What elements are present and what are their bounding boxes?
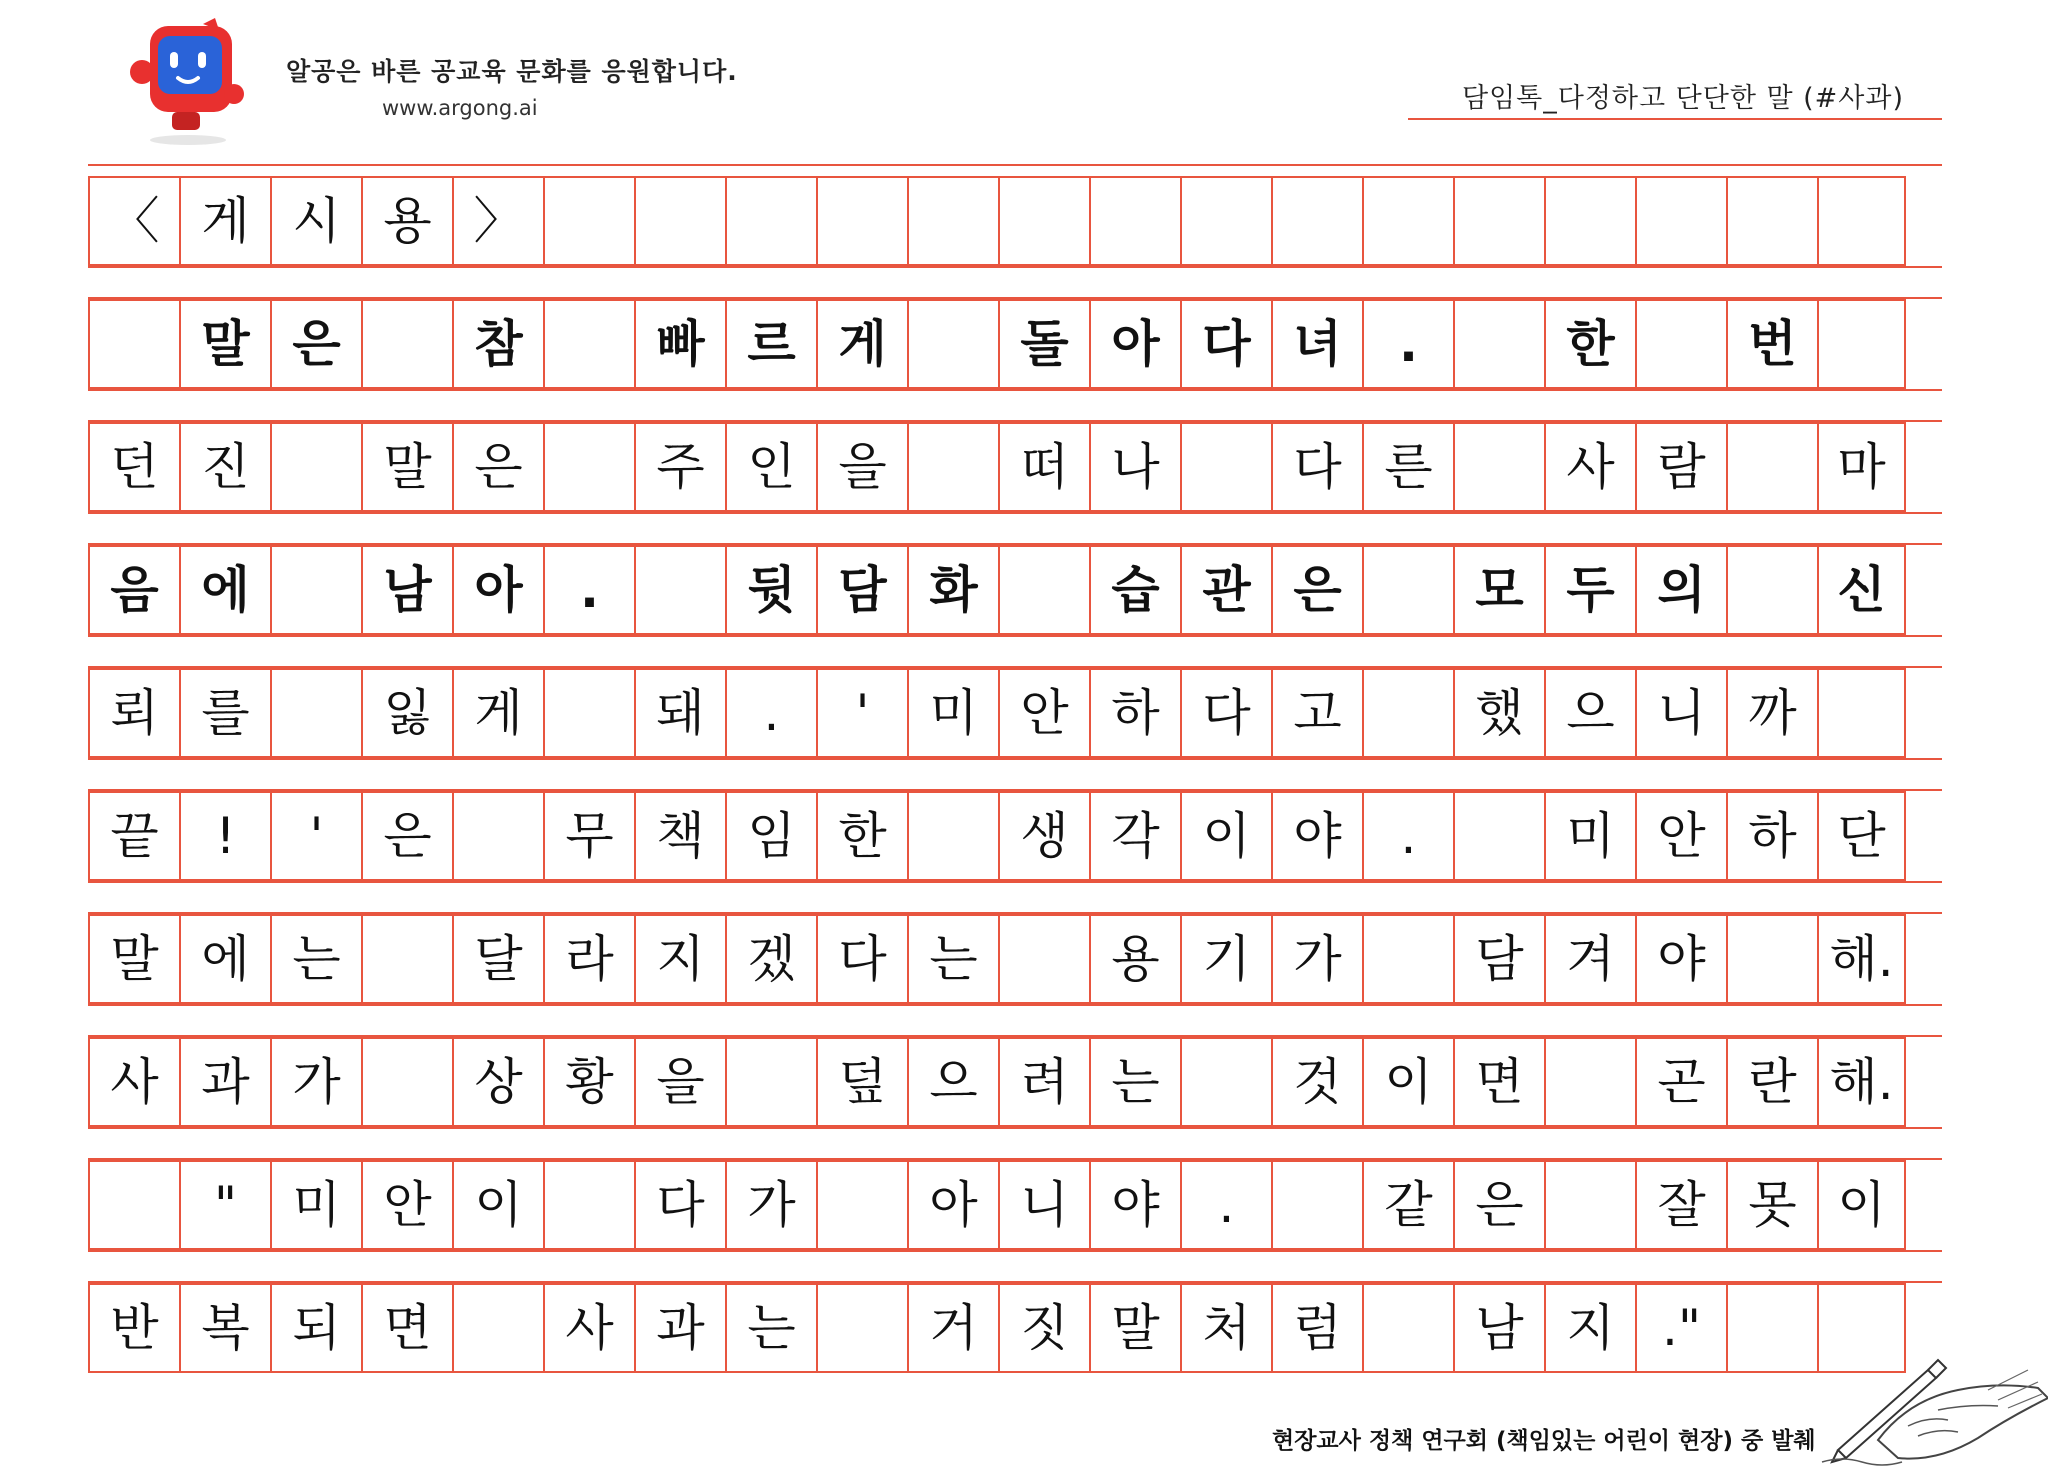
- grid-cell: 두: [1544, 545, 1637, 635]
- grid-cell: 은: [452, 422, 545, 512]
- grid-cell: 〈: [88, 176, 181, 266]
- grid-cell: 복: [179, 1283, 272, 1373]
- grid-cell: [543, 176, 636, 266]
- grid-cell: [1089, 176, 1182, 266]
- grid-cell: .: [725, 668, 818, 758]
- grid-cell: 신: [1817, 545, 1906, 635]
- grid-cell: [1544, 1160, 1637, 1250]
- grid-cell: 황: [543, 1037, 636, 1127]
- grid-cell: 관: [1180, 545, 1273, 635]
- grid-cell: 안: [998, 668, 1091, 758]
- grid-cell: 이: [452, 1160, 545, 1250]
- grid-cell: [1362, 545, 1455, 635]
- grid-cell: [907, 176, 1000, 266]
- grid-cell: 람: [1635, 422, 1728, 512]
- grid-cell: 나: [1089, 422, 1182, 512]
- title-underline: [1408, 118, 1942, 120]
- grid-cell: 는: [270, 914, 363, 1004]
- grid-row-separator: [88, 881, 1942, 914]
- manuscript-grid: [88, 164, 1942, 1446]
- grid-cell: 처: [1180, 1283, 1273, 1373]
- grid-cell: 한: [1544, 299, 1637, 389]
- grid-cell: 빠: [634, 299, 727, 389]
- grid-cell: 사: [543, 1283, 636, 1373]
- grid-cell: [88, 299, 181, 389]
- grid-cell: 게: [179, 176, 272, 266]
- grid-cell: 뢰: [88, 668, 181, 758]
- grid-cell: [1362, 914, 1455, 1004]
- grid-row: [88, 299, 1942, 389]
- grid-cell: 야: [1271, 791, 1364, 881]
- grid-cell: .": [1635, 1283, 1728, 1373]
- grid-cell: 겠: [725, 914, 818, 1004]
- grid-cell: 과: [179, 1037, 272, 1127]
- grid-cell: 미: [907, 668, 1000, 758]
- grid-cell: 주: [634, 422, 727, 512]
- grid-cell: 른: [1362, 422, 1455, 512]
- grid-row-separator: [88, 758, 1942, 791]
- grid-cell: 는: [907, 914, 1000, 1004]
- grid-row: [88, 1037, 1942, 1127]
- grid-cell: 것: [1271, 1037, 1364, 1127]
- grid-cell: 덮: [816, 1037, 909, 1127]
- grid-cell: [725, 176, 818, 266]
- grid-cell: 으: [907, 1037, 1000, 1127]
- grid-row: [88, 1283, 1942, 1373]
- grid-cell: [998, 545, 1091, 635]
- grid-cell: 아: [907, 1160, 1000, 1250]
- grid-cell: 에: [179, 545, 272, 635]
- grid-cell: 남: [361, 545, 454, 635]
- grid-cell: ': [816, 668, 909, 758]
- grid-cell: 사: [1544, 422, 1637, 512]
- grid-cell: 잘: [1635, 1160, 1728, 1250]
- grid-cell: [1817, 299, 1906, 389]
- grid-cell: 말: [361, 422, 454, 512]
- grid-cell: 참: [452, 299, 545, 389]
- grid-cell: 지: [634, 914, 727, 1004]
- grid-cell: 면: [1453, 1037, 1546, 1127]
- grid-cell: 게: [452, 668, 545, 758]
- grid-cell: 못: [1726, 1160, 1819, 1250]
- grid-cell: [270, 422, 363, 512]
- grid-cell: 으: [1544, 668, 1637, 758]
- grid-cell: 은: [270, 299, 363, 389]
- grid-cell: [1453, 176, 1546, 266]
- grid-cell: [1453, 422, 1546, 512]
- grid-row-separator: [88, 389, 1942, 422]
- grid-cell: [634, 545, 727, 635]
- grid-cell: 담: [816, 545, 909, 635]
- hand-writing-pen-illustration: [1818, 1330, 2048, 1466]
- grid-cell: [634, 176, 727, 266]
- grid-cell: .: [1362, 299, 1455, 389]
- grid-cell: [1726, 545, 1819, 635]
- grid-cell: 화: [907, 545, 1000, 635]
- grid-cell: 과: [634, 1283, 727, 1373]
- grid-cell: [907, 422, 1000, 512]
- grid-cell: 는: [725, 1283, 818, 1373]
- grid-cell: [1362, 668, 1455, 758]
- grid-cell: ': [270, 791, 363, 881]
- grid-cell: 니: [998, 1160, 1091, 1250]
- grid-cell: 녀: [1271, 299, 1364, 389]
- grid-cell: 잃: [361, 668, 454, 758]
- grid-cell: [1817, 668, 1906, 758]
- grid-cell: [1271, 176, 1364, 266]
- grid-cell: 가: [270, 1037, 363, 1127]
- grid-cell: [1271, 1160, 1364, 1250]
- grid-cell: [452, 791, 545, 881]
- grid-cell: [816, 1283, 909, 1373]
- grid-cell: [816, 176, 909, 266]
- grid-cell: 말: [1089, 1283, 1182, 1373]
- grid-cell: 아: [452, 545, 545, 635]
- grid-cell: 생: [998, 791, 1091, 881]
- grid-cell: [1362, 1283, 1455, 1373]
- grid-cell: 가: [1271, 914, 1364, 1004]
- grid-cell: [1635, 176, 1728, 266]
- grid-cell: [1362, 176, 1455, 266]
- grid-cell: 말: [88, 914, 181, 1004]
- grid-cell: [361, 914, 454, 1004]
- grid-cell: [1726, 422, 1819, 512]
- grid-cell: 이: [1362, 1037, 1455, 1127]
- grid-cell: [1726, 1283, 1819, 1373]
- grid-cell: [270, 668, 363, 758]
- grid-cell: [452, 1283, 545, 1373]
- grid-cell: 진: [179, 422, 272, 512]
- grid-cell: 하: [1089, 668, 1182, 758]
- grid-cell: 용: [1089, 914, 1182, 1004]
- grid-cell: 은: [361, 791, 454, 881]
- grid-row: [88, 914, 1942, 1004]
- grid-cell: 야: [1089, 1160, 1182, 1250]
- grid-cell: 다: [1180, 668, 1273, 758]
- grid-cell: 를: [179, 668, 272, 758]
- grid-cell: [725, 1037, 818, 1127]
- grid-cell: 게: [816, 299, 909, 389]
- grid-cell: [1817, 176, 1906, 266]
- grid-cell: 라: [543, 914, 636, 1004]
- grid-cell: 아: [1089, 299, 1182, 389]
- grid-cell: 안: [361, 1160, 454, 1250]
- grid-cell: 다: [634, 1160, 727, 1250]
- grid-cell: !: [179, 791, 272, 881]
- grid-row: [88, 1160, 1942, 1250]
- page-header: [0, 0, 2048, 160]
- grid-cell: 남: [1453, 1283, 1546, 1373]
- grid-cell: 해.: [1817, 914, 1906, 1004]
- website-url[interactable]: www.argong.ai: [382, 96, 538, 120]
- grid-cell: [1453, 299, 1546, 389]
- grid-cell: 려: [998, 1037, 1091, 1127]
- grid-cell: 음: [88, 545, 181, 635]
- grid-cell: 같: [1362, 1160, 1455, 1250]
- grid-cell: [1726, 914, 1819, 1004]
- grid-cell: 가: [725, 1160, 818, 1250]
- grid-cell: 니: [1635, 668, 1728, 758]
- grid-cell: 하: [1726, 791, 1819, 881]
- grid-cell: 기: [1180, 914, 1273, 1004]
- grid-cell: 은: [1453, 1160, 1546, 1250]
- grid-cell: 까: [1726, 668, 1819, 758]
- grid-cell: 반: [88, 1283, 181, 1373]
- grid-cell: [361, 299, 454, 389]
- grid-cell: .: [1362, 791, 1455, 881]
- grid-cell: 했: [1453, 668, 1546, 758]
- source-note: 현장교사 정책 연구회 (책임있는 어린이 현장) 중 발췌: [1272, 1428, 1816, 1454]
- grid-row-separator: [88, 266, 1942, 299]
- grid-cell: 한: [816, 791, 909, 881]
- grid-cell: [543, 422, 636, 512]
- grid-cell: 고: [1271, 668, 1364, 758]
- grid-cell: 책: [634, 791, 727, 881]
- grid-cell: [1544, 1037, 1637, 1127]
- grid-cell: [1635, 299, 1728, 389]
- grid-cell: 떠: [998, 422, 1091, 512]
- grid-cell: 마: [1817, 422, 1906, 512]
- grid-cell: 는: [1089, 1037, 1182, 1127]
- grid-cell: 모: [1453, 545, 1546, 635]
- grid-cell: [1726, 176, 1819, 266]
- grid-cell: 거: [907, 1283, 1000, 1373]
- grid-cell: 이: [1817, 1160, 1906, 1250]
- grid-cell: 다: [1180, 299, 1273, 389]
- grid-row-separator: [88, 1127, 1942, 1160]
- grid-cell: 다: [1271, 422, 1364, 512]
- grid-cell: 인: [725, 422, 818, 512]
- grid-cell: 무: [543, 791, 636, 881]
- grid-cell: [1180, 1037, 1273, 1127]
- grid-cell: 르: [725, 299, 818, 389]
- grid-cell: 지: [1544, 1283, 1637, 1373]
- grid-cell: [88, 1160, 181, 1250]
- grid-cell: [1180, 422, 1273, 512]
- grid-cell: 번: [1726, 299, 1819, 389]
- grid-row-separator: [88, 1250, 1942, 1283]
- grid-cell: 돼: [634, 668, 727, 758]
- grid-cell: [816, 1160, 909, 1250]
- grid-cell: 을: [816, 422, 909, 512]
- grid-cell: 되: [270, 1283, 363, 1373]
- grid-cell: 해.: [1817, 1037, 1906, 1127]
- grid-row-separator: [88, 635, 1942, 668]
- grid-cell: 각: [1089, 791, 1182, 881]
- grid-top-border: [88, 164, 1942, 178]
- grid-cell: 미: [270, 1160, 363, 1250]
- grid-cell: 의: [1635, 545, 1728, 635]
- grid-cell: 돌: [998, 299, 1091, 389]
- grid-cell: 사: [88, 1037, 181, 1127]
- grid-cell: [907, 299, 1000, 389]
- grid-cell: 미: [1544, 791, 1637, 881]
- grid-row-separator: [88, 1004, 1942, 1037]
- grid-row: [88, 176, 1942, 266]
- robot-mascot-logo: [128, 16, 248, 146]
- grid-row-separator: [88, 512, 1942, 545]
- grid-cell: 을: [634, 1037, 727, 1127]
- grid-cell: 짓: [998, 1283, 1091, 1373]
- grid-cell: 뒷: [725, 545, 818, 635]
- grid-cell: [998, 176, 1091, 266]
- grid-cell: 습: [1089, 545, 1182, 635]
- grid-cell: [543, 668, 636, 758]
- grid-cell: [1180, 176, 1273, 266]
- grid-cell: 안: [1635, 791, 1728, 881]
- grid-row: [88, 791, 1942, 881]
- grid-cell: 던: [88, 422, 181, 512]
- grid-cell: 란: [1726, 1037, 1819, 1127]
- grid-cell: 에: [179, 914, 272, 1004]
- grid-cell: 담: [1453, 914, 1546, 1004]
- grid-row: [88, 545, 1942, 635]
- grid-cell: [543, 1160, 636, 1250]
- document-title: 담임톡_다정하고 단단한 말 (#사과): [1462, 83, 1905, 114]
- grid-cell: 임: [725, 791, 818, 881]
- grid-cell: [998, 914, 1091, 1004]
- slogan-text: 알공은 바른 공교육 문화를 응원합니다.: [286, 57, 738, 86]
- grid-cell: 〉: [452, 176, 545, 266]
- grid-cell: [1453, 791, 1546, 881]
- grid-cell: [270, 545, 363, 635]
- grid-cell: 달: [452, 914, 545, 1004]
- grid-cell: 시: [270, 176, 363, 266]
- grid-cell: [543, 299, 636, 389]
- grid-cell: 이: [1180, 791, 1273, 881]
- grid-cell: 끝: [88, 791, 181, 881]
- grid-cell: 겨: [1544, 914, 1637, 1004]
- grid-cell: 곤: [1635, 1037, 1728, 1127]
- grid-cell: [1544, 176, 1637, 266]
- grid-cell: 야: [1635, 914, 1728, 1004]
- grid-cell: .: [1180, 1160, 1273, 1250]
- grid-cell: 은: [1271, 545, 1364, 635]
- grid-cell: 면: [361, 1283, 454, 1373]
- grid-cell: 럼: [1271, 1283, 1364, 1373]
- grid-cell: 다: [816, 914, 909, 1004]
- grid-cell: ": [179, 1160, 272, 1250]
- grid-row: [88, 668, 1942, 758]
- grid-cell: [361, 1037, 454, 1127]
- grid-cell: 단: [1817, 791, 1906, 881]
- grid-cell: [907, 791, 1000, 881]
- grid-row: [88, 422, 1942, 512]
- grid-cell: 용: [361, 176, 454, 266]
- grid-cell: 말: [179, 299, 272, 389]
- grid-cell: 상: [452, 1037, 545, 1127]
- grid-cell: .: [543, 545, 636, 635]
